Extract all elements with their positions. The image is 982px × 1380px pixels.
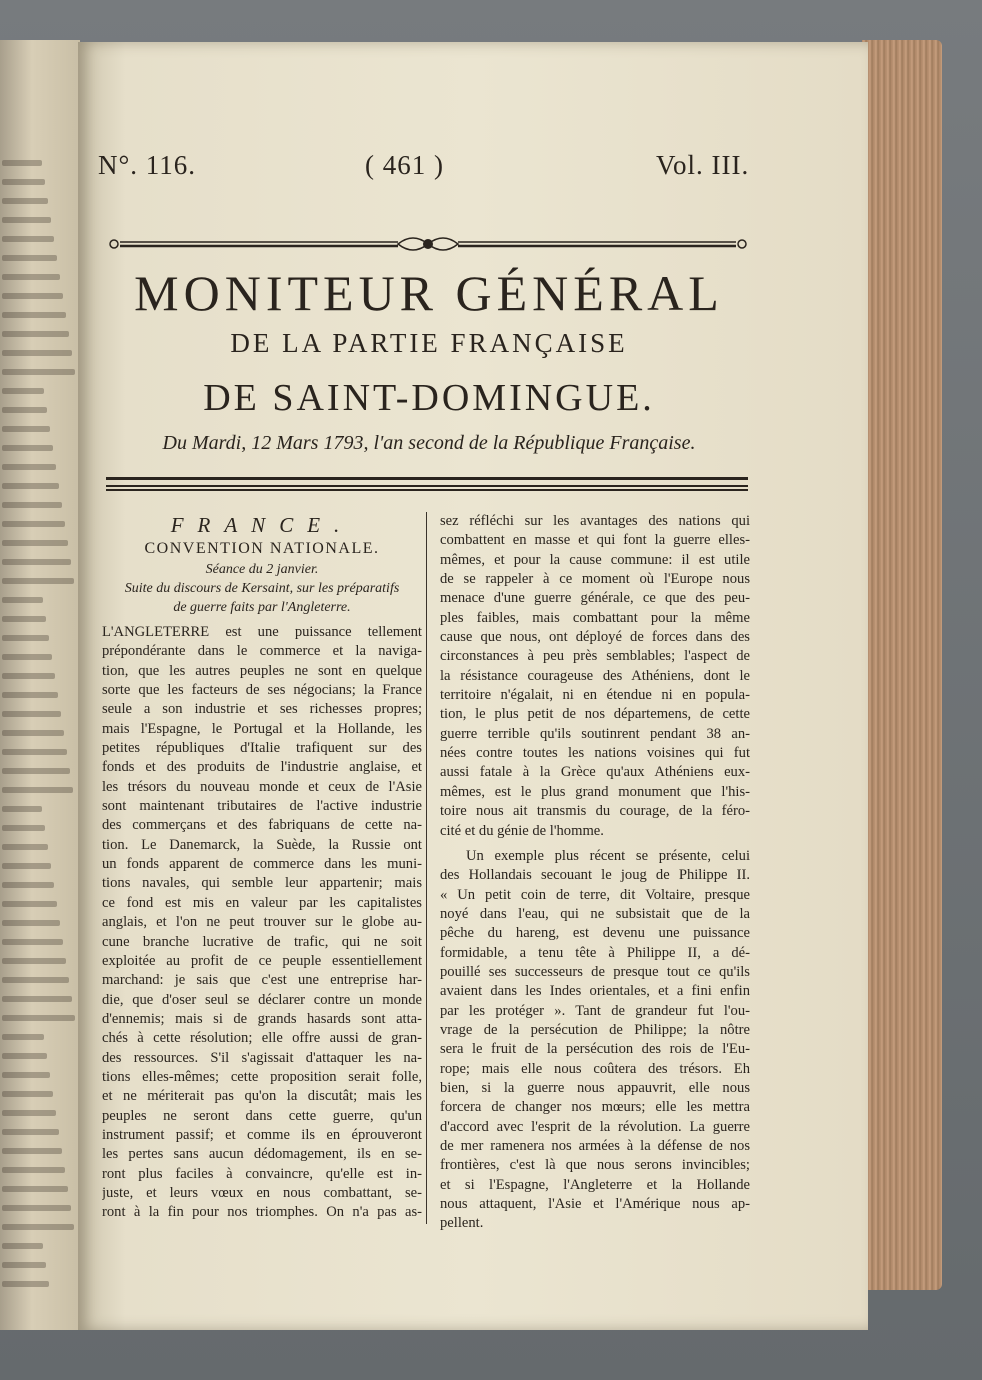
ghost-text-line: [2, 901, 57, 907]
text-line: ront plus faciles à convaincre, qu'elle est in-: [102, 1165, 422, 1182]
ghost-text-line: [2, 483, 59, 489]
ghost-text-line: [2, 350, 72, 356]
text-line: ples faibles, mais combattant pour la même: [440, 609, 750, 626]
text-line: cité et du génie de l'homme.: [440, 822, 604, 839]
text-line: tions navales, qui semble leur appartenir; mais: [102, 875, 422, 892]
text-line: toire nous ait transmis du courage, de la féro-: [440, 803, 750, 820]
newspaper-page: [78, 42, 868, 1330]
ghost-text-line: [2, 1186, 68, 1192]
text-line: peuples ne seront dans cette guerre, qu'un: [102, 1107, 422, 1124]
text-line: die, que d'oser seul se déclarer contre un monde: [102, 991, 422, 1008]
ghost-text-line: [2, 540, 68, 546]
ghost-text-line: [2, 1091, 53, 1097]
ghost-text-line: [2, 1053, 47, 1059]
ghost-text-line: [2, 1262, 46, 1268]
ghost-text-line: [2, 426, 50, 432]
text-line: sont maintenant tributaires de l'active industrie: [102, 798, 422, 815]
ghost-text-line: [2, 673, 55, 679]
ghost-text-line: [2, 578, 74, 584]
ghost-text-line: [2, 464, 56, 470]
ghost-text-line: [2, 1129, 59, 1135]
ghost-text-line: [2, 996, 72, 1002]
ghost-text-line: [2, 768, 70, 774]
text-line: tions elles-mêmes; cette proposition serait folle,: [102, 1068, 422, 1085]
ghost-text-line: [2, 1034, 44, 1040]
text-line: tion, le plus petit de nos départemens, de cette: [440, 706, 750, 723]
ghost-text-line: [2, 597, 43, 603]
text-line: sorte que les facteurs de ses négocians; la France: [102, 682, 422, 699]
ghost-text-line: [2, 217, 51, 223]
text-line: nous attaquent, l'Asie et l'Amérique nous ap-: [440, 1196, 750, 1213]
text-line: juste, et leurs vœux en nous combattant, se-: [102, 1184, 422, 1201]
text-line: chés à cette résolution; elle offre aussi de gran-: [102, 1030, 422, 1047]
text-line: territoire n'égalait, ni en étendue ni en popula-: [440, 687, 750, 704]
text-line: anglais, et l'on ne peut trouver sur le globe au-: [102, 914, 422, 931]
text-line: et ne mériterait pas qu'on la discutât; mais les: [102, 1088, 422, 1105]
ghost-text-line: [2, 274, 60, 280]
text-line: par les protéger ». Tant de grandeur fut l'ou-: [440, 1002, 750, 1019]
facing-page-edge: [0, 40, 80, 1330]
ghost-text-line: [2, 1224, 74, 1230]
ghost-text-line: [2, 825, 45, 831]
text-line: de se rappeler à ce moment où l'Europe nous: [440, 571, 750, 588]
text-line: avaient dans les Indes orientales, et a fini enfin: [440, 983, 750, 1000]
text-line: fonds et des produits de l'industrie anglaise, et: [102, 759, 422, 776]
text-line: les pertes sans aucun dédomagement, ils en se-: [102, 1146, 422, 1163]
text-line: Un exemple plus récent se présente, celui: [466, 847, 750, 864]
left-column: [102, 512, 422, 1223]
text-line: la résistance courageuse des Athéniens, dont le: [440, 667, 750, 684]
text-line: vrage de la persécution de Philippe; la nôtre: [440, 1021, 750, 1038]
ghost-text-line: [2, 179, 45, 185]
ghost-text-line: [2, 369, 75, 375]
section-subtitle: CONVENTION NATIONALE.: [144, 540, 380, 557]
text-line: mais l'Espagne, le Portugal et la Hollande, les: [102, 720, 422, 737]
text-line: bien, si la guerre nous appauvrit, elle nous: [440, 1079, 750, 1096]
column-divider: [426, 512, 427, 1224]
ghost-text-line: [2, 1015, 75, 1021]
ghost-text-line: [2, 559, 71, 565]
ghost-text-line: [2, 692, 58, 698]
ghost-text-line: [2, 1072, 50, 1078]
text-line: seule a son industrie et ses richesses propres;: [102, 701, 422, 718]
text-line: des commerçans et des fabriquans de cette na-: [102, 817, 422, 834]
double-rule: [106, 477, 748, 491]
text-line: combattent en masse et qui font la guerre elles-: [440, 532, 750, 549]
text-line: sera le fruit de la persécution des rois de l'Eu-: [440, 1041, 750, 1058]
masthead-title: MONITEUR GÉNÉRAL: [134, 265, 724, 321]
ghost-text-line: [2, 635, 49, 641]
ghost-text-line: [2, 255, 57, 261]
speech-intro-line: Suite du discours de Kersaint, sur les préparatifs: [124, 581, 400, 596]
seance-date: Séance du 2 janvier.: [205, 562, 319, 577]
ghost-text-line: [2, 1167, 65, 1173]
text-line: noyé dans l'eau, qui ne subsistait que de la: [440, 905, 750, 922]
page-number: ( 461 ): [365, 150, 444, 180]
text-line: d'accord avec l'esprit de la révolution. La guerre: [440, 1118, 750, 1135]
masthead-subtitle: DE LA PARTIE FRANÇAISE: [230, 328, 628, 358]
ghost-text-line: [2, 882, 54, 888]
text-line: pellent.: [440, 1215, 484, 1232]
ghost-text-line: [2, 1148, 62, 1154]
ghost-text-line: [2, 521, 65, 527]
text-line: les trésors du nouveau monde et ceux de l'Asie: [102, 778, 422, 795]
text-line: et si l'Espagne, l'Angleterre et la Hollande: [440, 1176, 750, 1193]
ghost-text-line: [2, 1110, 56, 1116]
ghost-text-line: [2, 730, 64, 736]
text-line: pouillé ses successeurs de presque tout ce qu'ils: [440, 963, 750, 980]
book-page-edges: [862, 40, 942, 1290]
text-line: instrument passif; et comme ils en éprouveront: [102, 1126, 422, 1143]
text-line: cune branche lucrative de trafic, qui ne soit: [102, 933, 422, 950]
ghost-text-line: [2, 749, 67, 755]
text-line: d'ennemis; mais si de grands hasards sont atta-: [102, 1010, 422, 1027]
section-title: FRANCE.: [170, 513, 354, 537]
text-line: mêmes, et pour la cause commune: il est utile: [440, 551, 750, 568]
ghost-text-line: [2, 502, 62, 508]
ghost-text-line: [2, 654, 52, 660]
text-line: un fonds apparent de commerce dans les muni-: [102, 856, 422, 873]
ghost-text-line: [2, 920, 60, 926]
text-line: guerre terrible qu'ils soutinrent pendant 38 an-: [440, 725, 750, 742]
text-line: marchand: je sais que c'est une entreprise har-: [102, 972, 422, 989]
ghost-text-line: [2, 616, 46, 622]
ghost-text-line: [2, 236, 54, 242]
text-line: « Un petit coin de terre, dit Voltaire, presque: [440, 886, 750, 903]
issue-number: N°. 116.: [98, 150, 197, 180]
ghost-text-line: [2, 445, 53, 451]
text-line: menace d'une guerre générale, ce que des peu-: [440, 590, 750, 607]
ornamental-rule: [108, 234, 748, 254]
text-line: L'ANGLETERRE est une puissance tellement: [102, 624, 422, 640]
text-line: rope; mais elle nous coûtera des trésors. Eh: [440, 1060, 750, 1077]
ghost-text-line: [2, 388, 44, 394]
ghost-text-line: [2, 331, 69, 337]
text-line: des ressources. S'il s'agissait d'attaquer les na-: [102, 1049, 422, 1066]
text-line: des Hollandais secouant le joug de Philippe II.: [440, 867, 750, 884]
text-line: ce fond est mis en valeur par les capitalistes: [102, 894, 422, 911]
text-line: sez réfléchi sur les avantages des nations qui: [440, 513, 750, 529]
speech-intro-line: de guerre faits par l'Angleterre.: [173, 600, 351, 615]
ghost-text-line: [2, 160, 42, 166]
dateline: Du Mardi, 12 Mars 1793, l'an second de la République Française.: [162, 432, 696, 454]
ghost-text-line: [2, 1205, 71, 1211]
right-column: [440, 512, 750, 1234]
text-line: prépondérante dans le commerce et la naviga-: [102, 643, 422, 660]
text-line: cause que nous, ont déployé de forces dans des: [440, 629, 750, 646]
text-line: mêmes, est le plus grand monument que l'his-: [440, 783, 750, 800]
ghost-text-line: [2, 1281, 49, 1287]
text-line: frontières, c'est là que nous serons invincibles;: [440, 1157, 750, 1174]
text-line: circonstances à peu près semblables; l'aspect de: [440, 648, 750, 665]
text-line: pêche du hareng, est devenu une puissance: [440, 925, 750, 942]
text-line: nées contre toutes les nations voisines qui fut: [440, 745, 750, 762]
ghost-text-line: [2, 198, 48, 204]
ghost-text-line: [2, 806, 42, 812]
text-line: forcera de changer nos mœurs; elle les mettra: [440, 1099, 750, 1116]
text-line: aussi fatale à la Grèce qu'aux Athéniens eux-: [440, 764, 750, 781]
ghost-text-line: [2, 977, 69, 983]
text-line: petites républiques d'Italie trafiquent sur des: [102, 740, 422, 757]
ghost-text-line: [2, 1243, 43, 1249]
text-line: formidable, a tenu tête à Philippe II, a dé-: [440, 944, 750, 961]
text-line: tion. Le Danemarck, la Suède, la Russie ont: [102, 836, 422, 853]
volume-number: Vol. III.: [656, 150, 750, 180]
ghost-text-line: [2, 939, 63, 945]
ghost-text-line: [2, 711, 61, 717]
ghost-text-line: [2, 844, 48, 850]
ghost-text-line: [2, 312, 66, 318]
ghost-text-line: [2, 958, 66, 964]
ghost-text-line: [2, 293, 63, 299]
masthead-subtitle-place: DE SAINT-DOMINGUE.: [203, 377, 655, 419]
text-line: exploitée au profit de ce peuple essentiellement: [102, 952, 422, 969]
ghost-text-line: [2, 787, 73, 793]
text-line: de mer ramenera nos armées à la défense de nos: [440, 1138, 750, 1154]
ghost-text-line: [2, 863, 51, 869]
ghost-text-line: [2, 407, 47, 413]
text-line: ront à la fin pour nos triomphes. On n'a pas as-: [102, 1204, 422, 1221]
text-line: tion, que les autres peuples ne sont en quelque: [102, 662, 422, 679]
